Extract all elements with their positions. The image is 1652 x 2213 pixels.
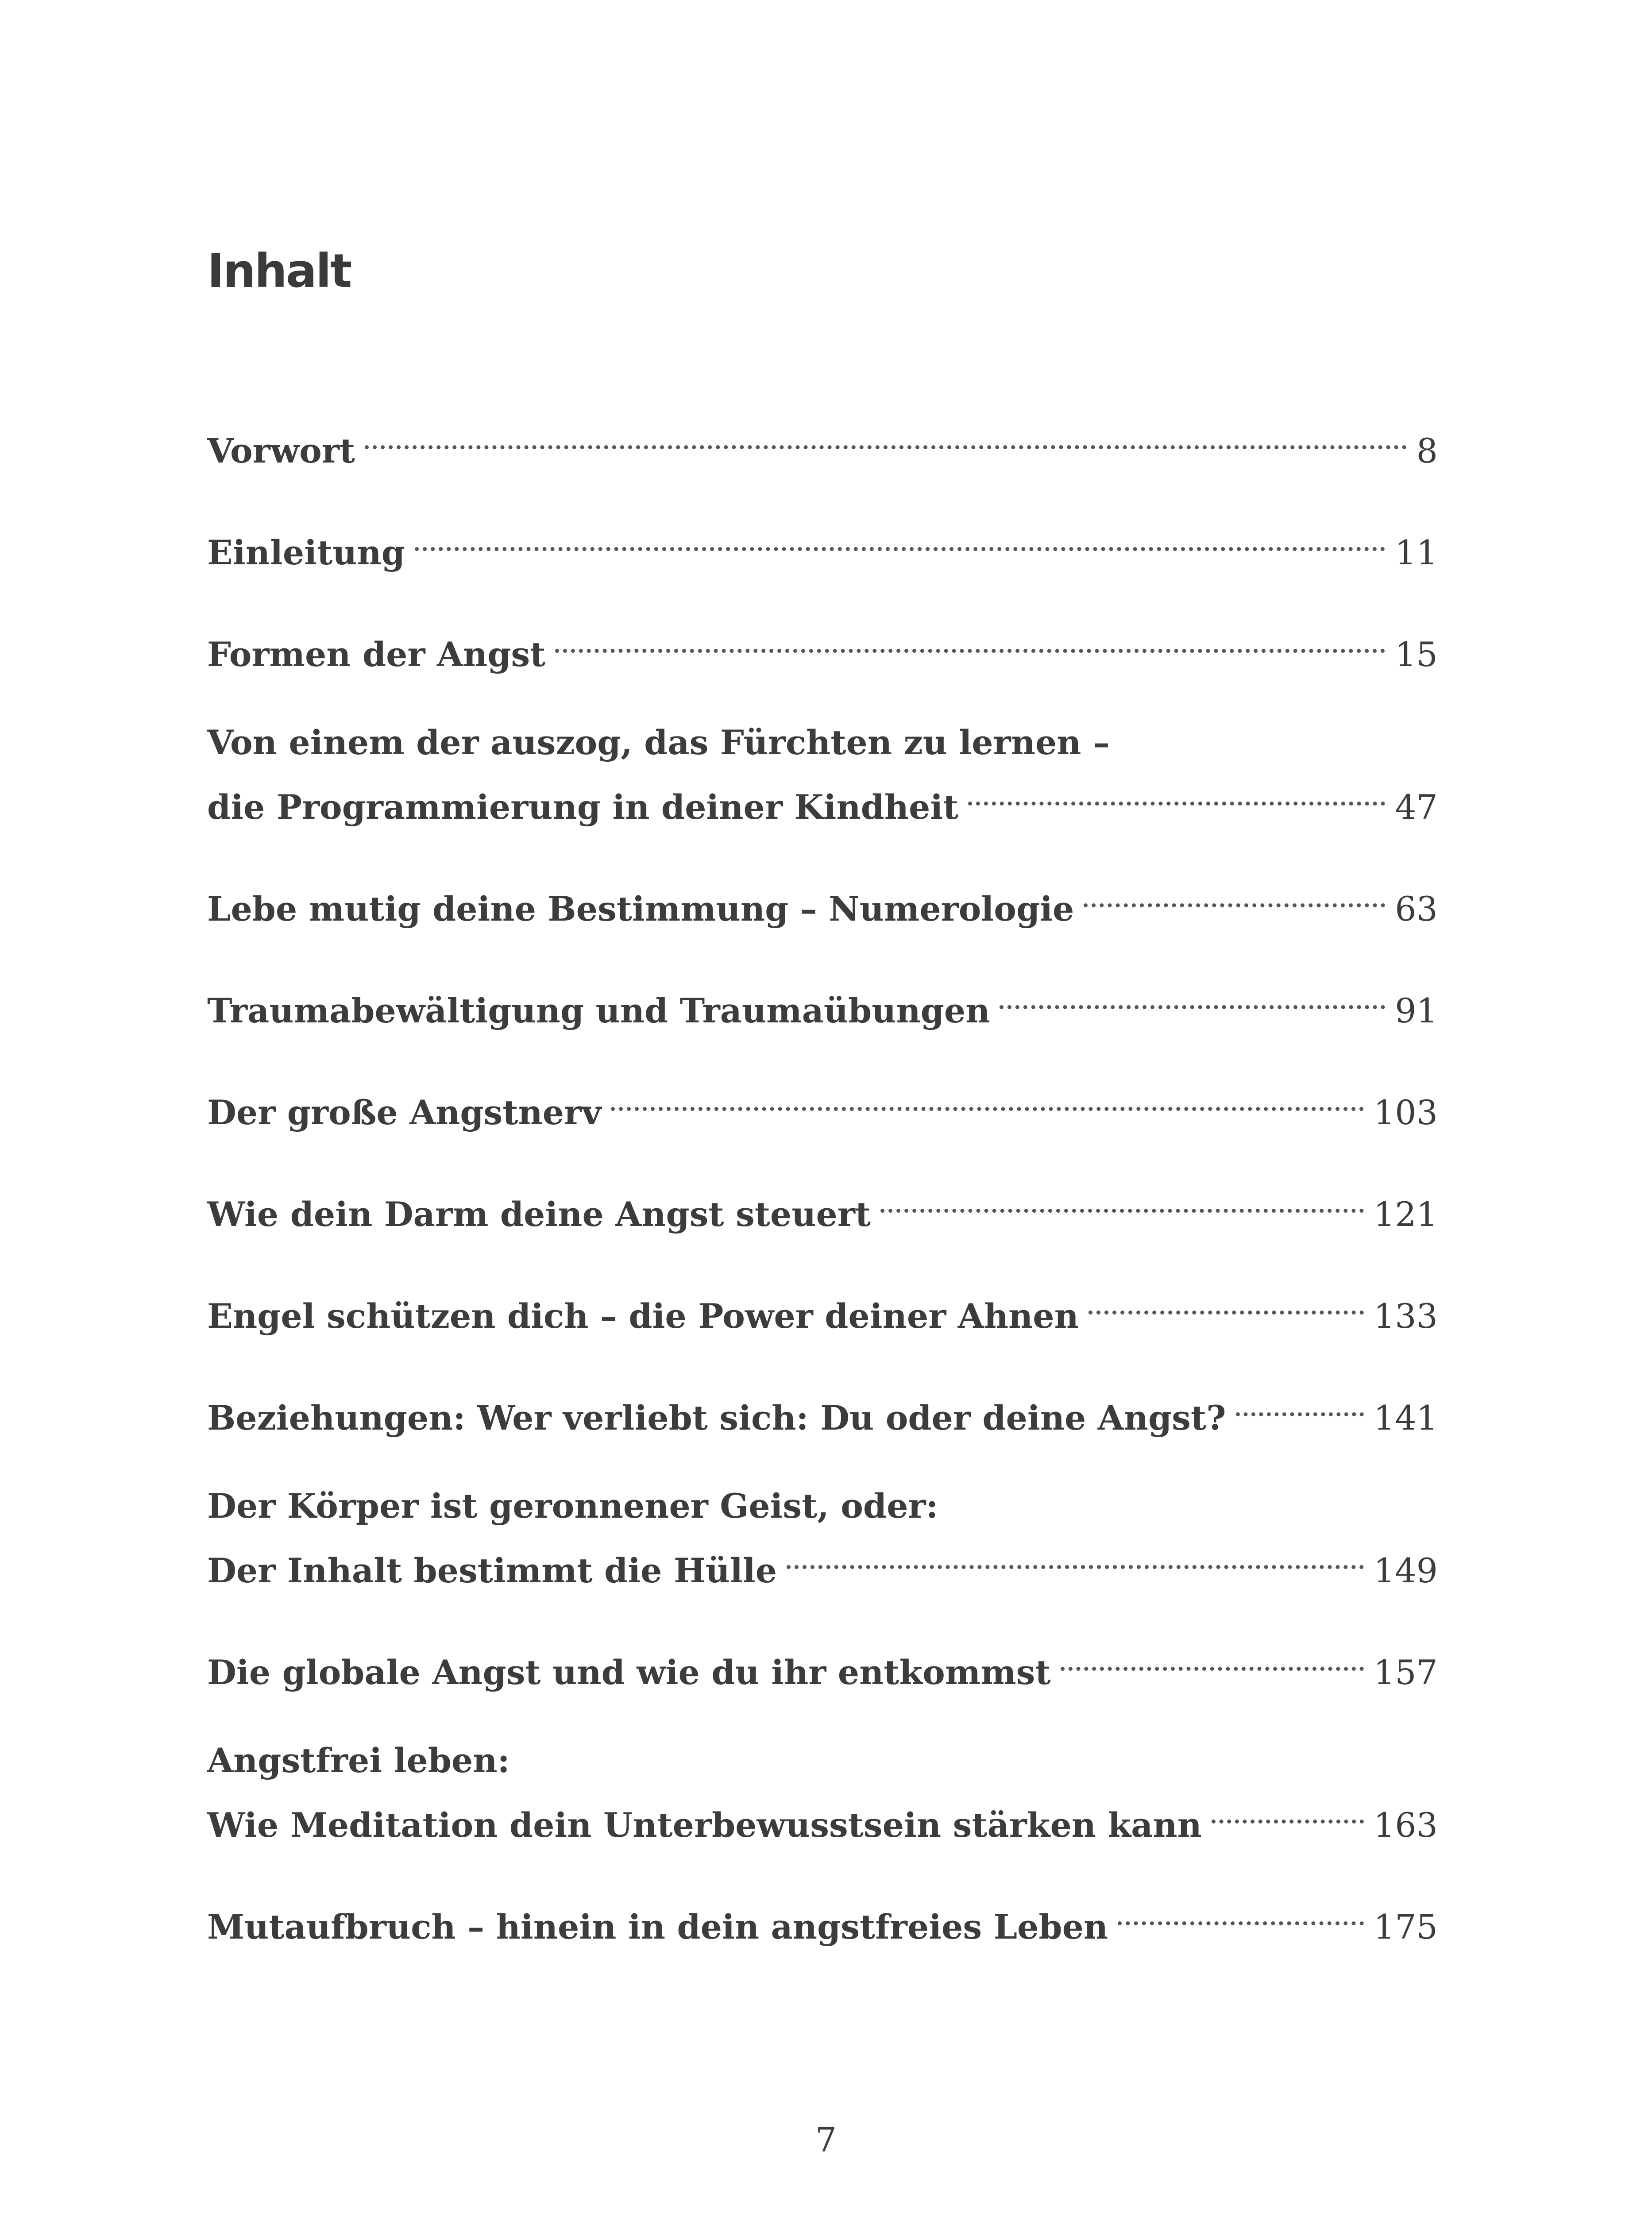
toc-page-number: 11 <box>1395 533 1438 572</box>
toc-line <box>207 1888 1438 1947</box>
toc-entry-title: Vorwort <box>207 431 355 470</box>
dot-leader <box>1061 1633 1364 1684</box>
toc-line <box>207 972 1438 1030</box>
dot-leader <box>968 768 1385 819</box>
dot-leader <box>611 1073 1364 1124</box>
dot-leader <box>1000 972 1385 1022</box>
toc-entry-title: Einleitung <box>207 533 405 572</box>
toc-entry-title: Engel schützen dich – die Power deiner Ahnen <box>207 1296 1079 1336</box>
toc-entry[interactable] <box>207 1277 1438 1336</box>
toc-line <box>207 768 1438 827</box>
toc-line <box>207 1531 1438 1590</box>
toc-line <box>207 1379 1438 1438</box>
toc-entry[interactable] <box>207 1888 1438 1947</box>
dot-leader <box>787 1531 1364 1582</box>
toc-entry-title: Der Körper ist geronnener Geist, oder: <box>207 1486 938 1526</box>
dot-leader <box>1088 1277 1364 1328</box>
toc-entry[interactable] <box>207 972 1438 1030</box>
toc-line <box>207 717 1438 768</box>
toc-page-number: 141 <box>1373 1398 1438 1438</box>
toc-page-number: 133 <box>1373 1296 1438 1336</box>
dot-leader <box>1212 1786 1364 1837</box>
dot-leader <box>415 513 1385 564</box>
toc-page-number: 63 <box>1395 889 1438 929</box>
toc-page-number: 15 <box>1395 635 1438 674</box>
toc-entry[interactable] <box>207 1633 1438 1692</box>
toc-page-number: 149 <box>1373 1551 1438 1590</box>
toc-line <box>207 1073 1438 1132</box>
toc-line <box>207 1633 1438 1692</box>
toc-entry-title: die Programmierung in deiner Kindheit <box>207 787 959 827</box>
toc-line <box>207 1277 1438 1336</box>
toc-page-number: 121 <box>1373 1195 1438 1234</box>
toc-page-number: 163 <box>1373 1805 1438 1845</box>
toc-line <box>207 1735 1438 1786</box>
dot-leader <box>1236 1379 1364 1430</box>
toc-line <box>207 1786 1438 1845</box>
toc-line <box>207 870 1438 929</box>
toc-page-number: 47 <box>1395 787 1438 827</box>
toc-entry-title: Der große Angstnerv <box>207 1093 602 1132</box>
dot-leader <box>1118 1888 1364 1939</box>
toc-entry[interactable] <box>207 513 1438 572</box>
toc-page-number: 157 <box>1373 1653 1438 1692</box>
toc-entry-title: Angstfrei leben: <box>207 1741 510 1780</box>
toc-entry[interactable] <box>207 1480 1438 1590</box>
dot-leader <box>880 1175 1364 1226</box>
toc-entry-title: Formen der Angst <box>207 635 546 674</box>
toc-page-number: 91 <box>1395 991 1438 1030</box>
toc-entry-title: Von einem der auszog, das Fürchten zu lernen – <box>207 723 1110 762</box>
toc-entry[interactable] <box>207 717 1438 827</box>
page-title: Inhalt <box>207 244 351 298</box>
toc-line <box>207 1480 1438 1531</box>
toc-page-number: 8 <box>1416 431 1438 470</box>
toc-entry[interactable] <box>207 1073 1438 1132</box>
toc-entry[interactable] <box>207 1175 1438 1234</box>
toc-page-number: 103 <box>1373 1093 1438 1132</box>
toc-entry[interactable] <box>207 870 1438 929</box>
page-number: 7 <box>815 2120 837 2159</box>
toc-entry-title: Mutaufbruch – hinein in dein angstfreies Leben <box>207 1907 1108 1947</box>
toc-line <box>207 615 1438 674</box>
toc-entry-title: Wie dein Darm deine Angst steuert <box>207 1195 871 1234</box>
toc-entry[interactable] <box>207 1379 1438 1438</box>
dot-leader <box>1084 870 1385 921</box>
toc-entry-title: Beziehungen: Wer verliebt sich: Du oder deine Angst? <box>207 1398 1226 1438</box>
toc-line <box>207 513 1438 572</box>
toc-entry-title: Wie Meditation dein Unterbewusstsein stärken kann <box>207 1805 1202 1845</box>
toc-entry[interactable] <box>207 1735 1438 1845</box>
toc-entry[interactable] <box>207 412 1438 470</box>
dot-leader <box>365 412 1407 463</box>
toc-line <box>207 412 1438 470</box>
toc-entry-title: Traumabewältigung und Traumaübungen <box>207 991 990 1030</box>
toc-entry-title: Die globale Angst und wie du ihr entkommst <box>207 1653 1051 1692</box>
toc-page-number: 175 <box>1373 1907 1438 1947</box>
toc-entry-title: Lebe mutig deine Bestimmung – Numerologie <box>207 889 1074 929</box>
toc-entry-title: Der Inhalt bestimmt die Hülle <box>207 1551 777 1590</box>
dot-leader <box>555 615 1385 666</box>
toc-line <box>207 1175 1438 1234</box>
toc-entry[interactable] <box>207 615 1438 674</box>
